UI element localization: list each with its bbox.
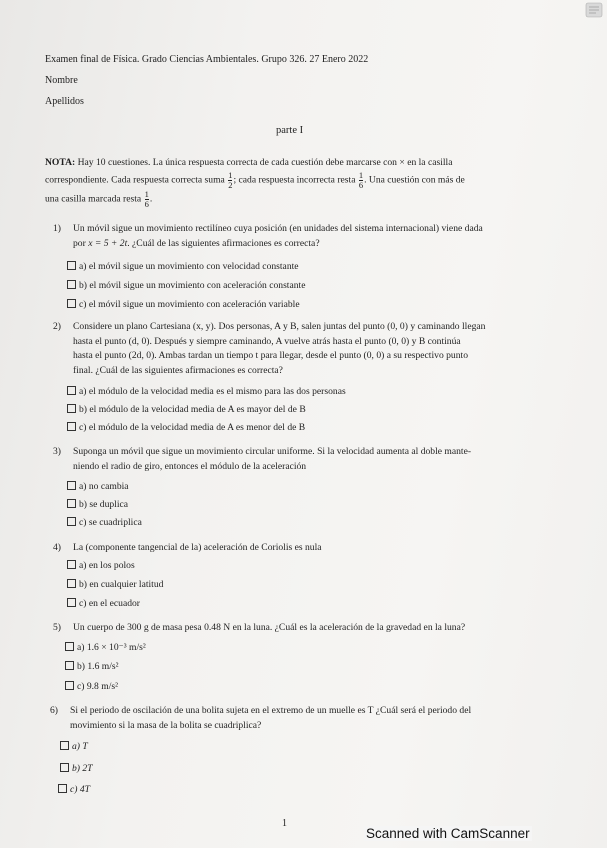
fraction-one-sixth-b: $\frac{1}{6}$: [144, 189, 149, 209]
checkbox[interactable]: [60, 741, 69, 750]
nota-text-3b: .: [149, 193, 153, 205]
nota-text-2a: correspondiente. Cada respuesta correcta suma: [45, 174, 225, 186]
question-text-line: final. ¿Cuál de las siguientes afirmaciones es correcta?: [73, 364, 283, 376]
question-4: [53, 541, 543, 557]
page-number: 1: [282, 818, 287, 829]
question-text-line: La (componente tangencial de la) aceleración de Coriolis es nula: [73, 542, 322, 553]
option-6b[interactable]: b) 2T: [60, 763, 93, 774]
checkbox[interactable]: [58, 784, 67, 793]
checkbox[interactable]: [60, 763, 69, 772]
question-1: 1) Un móvil sigue un movimiento rectilíneo cuya posición (en unidades del sistema internacional) viene dada por x = 5 + 2t. ¿Cuál de las siguientes afirmaciones es correcta?: [53, 222, 543, 254]
part-title: parte I: [276, 125, 304, 136]
question-text-line: movimiento si la masa de la bolita se cuadriplica?: [70, 719, 262, 731]
question-text-line: hasta el punto (2d, 0). Ambas tardan un tiempo t para llegar, desde el punto (0, 0) a su respectivo punto: [73, 350, 468, 361]
nota-text-2c: . Una cuestión con más de: [364, 174, 465, 186]
checkbox[interactable]: [65, 681, 74, 690]
name-label: Nombre: [45, 75, 78, 86]
camscanner-watermark: Scanned with CamScanner: [366, 826, 530, 841]
option-3b[interactable]: b) se duplica: [67, 499, 128, 510]
nota-text-2b: ; cada respuesta incorrecta resta: [233, 174, 356, 186]
nota-label: NOTA:: [45, 157, 76, 168]
question-text: Un móvil sigue un movimiento rectilíneo cuya posición (en unidades del sistema internacional) viene dada: [73, 223, 483, 234]
checkbox[interactable]: [67, 517, 76, 526]
question-number: 3): [53, 446, 61, 457]
option-1b[interactable]: b) el móvil sigue un movimiento con aceleración constante: [67, 280, 305, 291]
checkbox[interactable]: [67, 560, 76, 569]
option-2a[interactable]: a) el módulo de la velocidad media es el mismo para las dos personas: [67, 386, 346, 397]
question-text-line: Suponga un móvil que sigue un movimiento circular uniforme. Si la velocidad aumenta al doble mante-: [73, 446, 472, 457]
option-3c[interactable]: c) se cuadriplica: [67, 517, 142, 528]
option-6c[interactable]: c) 4T: [58, 784, 90, 795]
nota-text-1: Hay 10 cuestiones. La única respuesta correcta de cada cuestión debe marcarse con × en la casilla: [77, 157, 453, 168]
surname-label: Apellidos: [45, 96, 84, 107]
question-text-line: Un cuerpo de 300 g de masa pesa 0.48 N en la luna. ¿Cuál es la aceleración de la gravedad en la luna?: [73, 622, 466, 633]
nota-block: [45, 154, 535, 209]
checkbox[interactable]: [67, 579, 76, 588]
question-text-line: Si el periodo de oscilación de una bolita sujeta en el extremo de un muelle es T ¿Cuál será el periodo del: [70, 705, 472, 716]
fraction-one-half: $\frac{1}{2}$: [228, 170, 233, 190]
checkbox[interactable]: [65, 661, 74, 670]
fraction-one-sixth: $\frac{1}{6}$: [358, 170, 364, 190]
question-text-line: hasta el punto (d, 0). Después y siempre caminando, A vuelve atrás hasta el punto (0, 0) y B continúa: [73, 335, 461, 347]
option-3a[interactable]: a) no cambia: [67, 481, 129, 492]
question-text-line: Considere un plano Cartesiana (x, y). Dos personas, A y B, salen juntas del punto (0, 0) y caminando llegan: [73, 321, 486, 332]
nota-text-3a: una casilla marcada resta: [45, 193, 142, 205]
checkbox[interactable]: [67, 261, 76, 270]
question-6: [50, 704, 545, 734]
option-5b[interactable]: b) 1.6 m/s²: [65, 661, 119, 672]
camscanner-logo-icon: [585, 2, 603, 18]
question-2: [53, 320, 543, 380]
question-number: 6): [50, 705, 58, 716]
option-5c[interactable]: c) 9.8 m/s²: [65, 681, 118, 692]
checkbox[interactable]: [67, 422, 76, 431]
checkbox[interactable]: [67, 481, 76, 490]
option-4a[interactable]: a) en los polos: [67, 560, 135, 571]
checkbox[interactable]: [67, 404, 76, 413]
option-4b[interactable]: b) en cualquier latitud: [67, 579, 163, 590]
checkbox[interactable]: [67, 499, 76, 508]
option-6a[interactable]: a) T: [60, 741, 88, 752]
question-number: 5): [53, 622, 61, 633]
question-number: 2): [53, 321, 61, 332]
option-2b[interactable]: b) el módulo de la velocidad media de A es mayor del de B: [67, 404, 306, 415]
checkbox[interactable]: [67, 598, 76, 607]
option-4c[interactable]: c) en el ecuador: [67, 598, 140, 609]
checkbox[interactable]: [67, 280, 76, 289]
option-5a[interactable]: a) 1.6 × 10⁻³ m/s²: [65, 642, 146, 653]
question-5: [53, 621, 548, 637]
question-number: 1): [53, 223, 61, 234]
exam-title: Examen final de Física. Grado Ciencias Ambientales. Grupo 326. 27 Enero 2022: [45, 54, 369, 65]
option-2c[interactable]: c) el módulo de la velocidad media de A es menor del de B: [67, 422, 305, 433]
option-1c[interactable]: c) el móvil sigue un movimiento con aceleración variable: [67, 299, 300, 310]
question-3: [53, 445, 543, 475]
checkbox[interactable]: [65, 642, 74, 651]
checkbox[interactable]: [67, 299, 76, 308]
formula: x = 5 + 2t: [88, 237, 128, 249]
question-number: 4): [53, 542, 61, 553]
checkbox[interactable]: [67, 386, 76, 395]
question-text-line: niendo el radio de giro, entonces el módulo de la aceleración: [73, 460, 307, 472]
option-1a[interactable]: a) el móvil sigue un movimiento con velocidad constante: [67, 261, 299, 272]
